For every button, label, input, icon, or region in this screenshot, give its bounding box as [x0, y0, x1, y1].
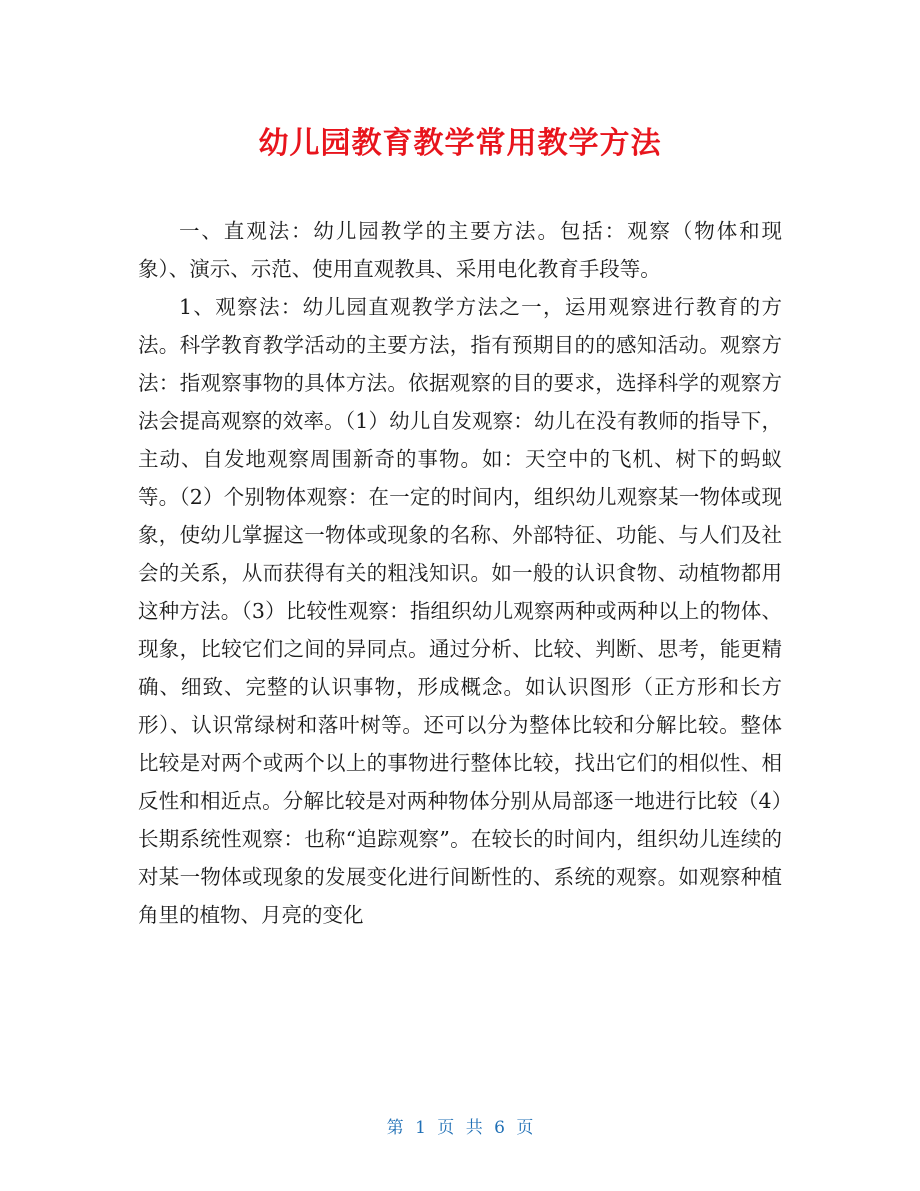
page-number-footer: 第 1 页 共 6 页: [386, 1118, 534, 1138]
paragraph-intro: 一、直观法：幼儿园教学的主要方法。包括：观察（物体和现象）、演示、示范、使用直观教具、采用电化教育手段等。: [138, 219, 782, 281]
document-body: [138, 212, 782, 934]
document-title: 幼儿园教育教学常用教学方法: [258, 126, 662, 161]
paragraph-observation-method: 1、观察法：幼儿园直观教学方法之一，运用观察进行教育的方法。科学教育教学活动的主要方法，指有预期目的的感知活动。观察方法：指观察事物的具体方法。依据观察的目的要求，选择科学的观察方法会提高观察的效率。（1）幼儿自发观察：幼儿在没有教师的指导下，主动、自发地观察周围新奇的事物。如：天空中的飞机、树下的蚂蚁等。（2）个别物体观察：在一定的时间内，组织幼儿观察某一物体或现象，使幼儿掌握这一物体或现象的名称、外部特征、功能、与人们及社会的关系，从而获得有关的粗浅知识。如一般的认识食物、动植物都用这种方法。（3）比较性观察：指组织幼儿观察两种或两种以上的物体、现象，比较它们之间的异同点。通过分析、比较、判断、思考，能更精确、细致、完整的认识事物，形成概念。如认识图形（正方形和长方形）、认识常绿树和落叶树等。还可以分为整体比较和分解比较。整体比较是对两个或两个以上的事物进行整体比较，找出它们的相似性、相反性和相近点。分解比较是对两种物体分别从局部逐一地进行比较（4）长期系统性观察：也称“追踪观察”。在较长的时间内，组织幼儿连续的对某一物体或现象的发展变化进行间断性的、系统的观察。如观察种植角里的植物、月亮的变化: [138, 295, 782, 927]
